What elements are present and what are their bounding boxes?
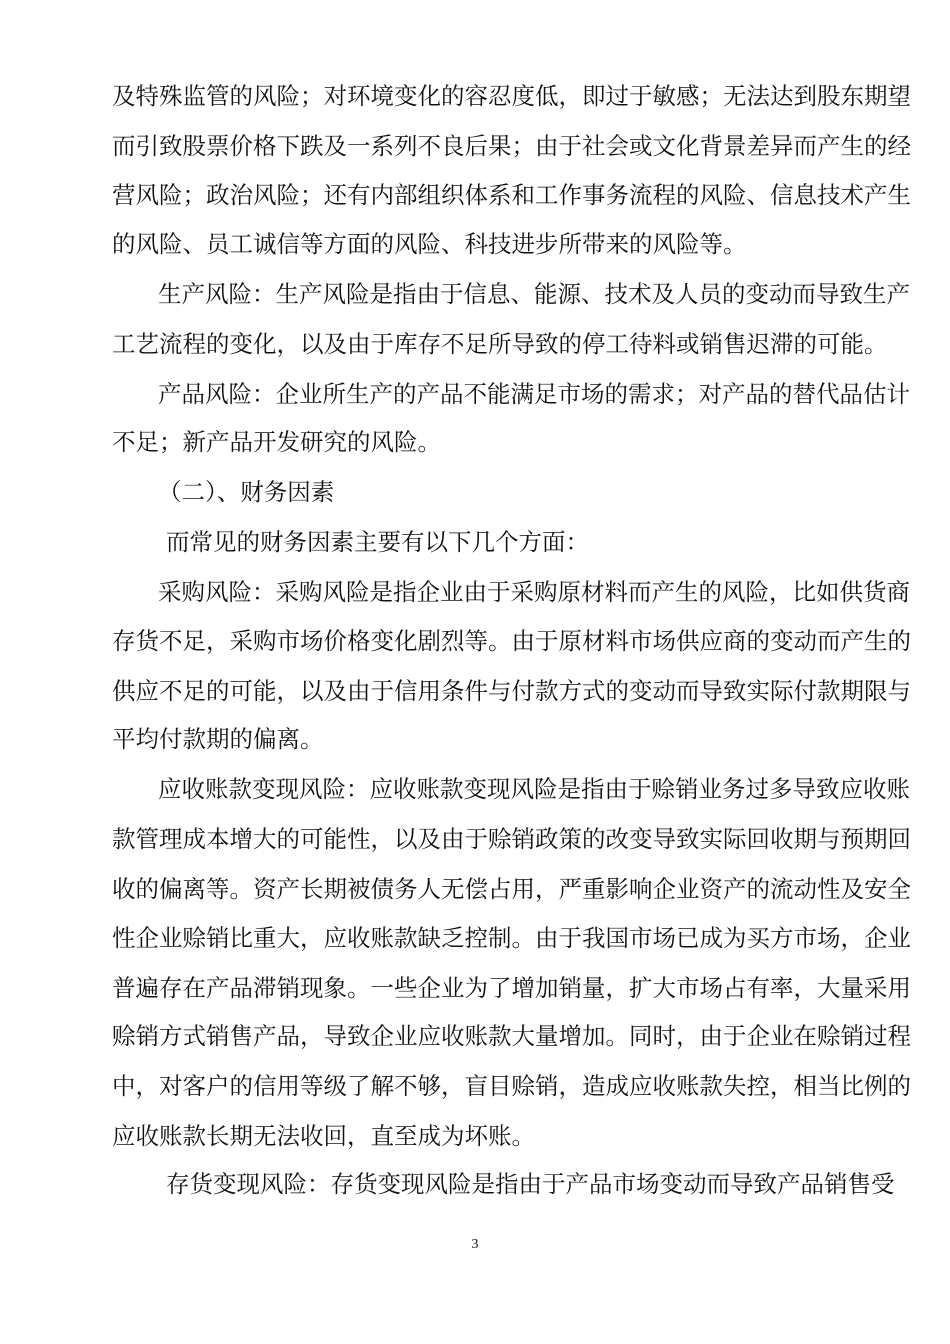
- paragraph-first-line: 存货变现风险：存货变现风险是指由于产品市场变动而导致产品销售受: [166, 1170, 895, 1198]
- text-line: 平均付款期的偏离。: [112, 725, 324, 753]
- text-line: 及特殊监管的风险；对环境变化的容忍度低，即过于敏感；无法达到股东期望: [112, 82, 911, 110]
- paragraph-first-line: 应收账款变现风险：应收账款变现风险是指由于赊销业务过多导致应收账: [158, 775, 910, 803]
- text-line: 中，对客户的信用等级了解不够，盲目赊销，造成应收账款失控，相当比例的: [112, 1072, 911, 1100]
- text-line: 赊销方式销售产品，导致企业应收账款大量增加。同时，由于企业在赊销过程: [112, 1022, 911, 1050]
- text-line: 款管理成本增大的可能性，以及由于赊销政策的改变导致实际回收期与预期回: [112, 825, 911, 853]
- text-line: 应收账款长期无法收回，直至成为坏账。: [112, 1122, 535, 1150]
- paragraph-first-line: 而常见的财务因素主要有以下几个方面：: [166, 528, 589, 556]
- text-line: 存货不足，采购市场价格变化剧烈等。由于原材料市场供应商的变动而产生的: [112, 627, 911, 655]
- page-number: 3: [471, 1237, 479, 1252]
- text-line: 收的偏离等。资产长期被债务人无偿占用，严重影响企业资产的流动性及安全: [112, 875, 911, 903]
- paragraph-first-line: 采购风险：采购风险是指企业由于采购原材料而产生的风险，比如供货商: [158, 578, 910, 606]
- paragraph-first-line: 生产风险：生产风险是指由于信息、能源、技术及人员的变动而导致生产: [158, 280, 910, 308]
- section-heading: （二）、财务因素: [158, 478, 335, 506]
- text-line: 供应不足的可能，以及由于信用条件与付款方式的变动而导致实际付款期限与: [112, 677, 911, 705]
- text-line: 工艺流程的变化，以及由于库存不足所导致的停工待料或销售迟滞的可能。: [112, 330, 888, 358]
- text-line: 的风险、员工诚信等方面的风险、科技进步所带来的风险等。: [112, 230, 747, 258]
- paragraph-first-line: 产品风险：企业所生产的产品不能满足市场的需求；对产品的替代品估计: [158, 380, 910, 408]
- text-line: 普遍存在产品滞销现象。一些企业为了增加销量，扩大市场占有率，大量采用: [112, 974, 911, 1002]
- text-line: 不足；新产品开发研究的风险。: [112, 428, 441, 456]
- text-line: 性企业赊销比重大，应收账款缺乏控制。由于我国市场已成为买方市场，企业: [112, 924, 911, 952]
- text-line: 营风险；政治风险；还有内部组织体系和工作事务流程的风险、信息技术产生: [112, 181, 911, 209]
- text-line: 而引致股票价格下跌及一系列不良后果；由于社会或文化背景差异而产生的经: [112, 132, 911, 160]
